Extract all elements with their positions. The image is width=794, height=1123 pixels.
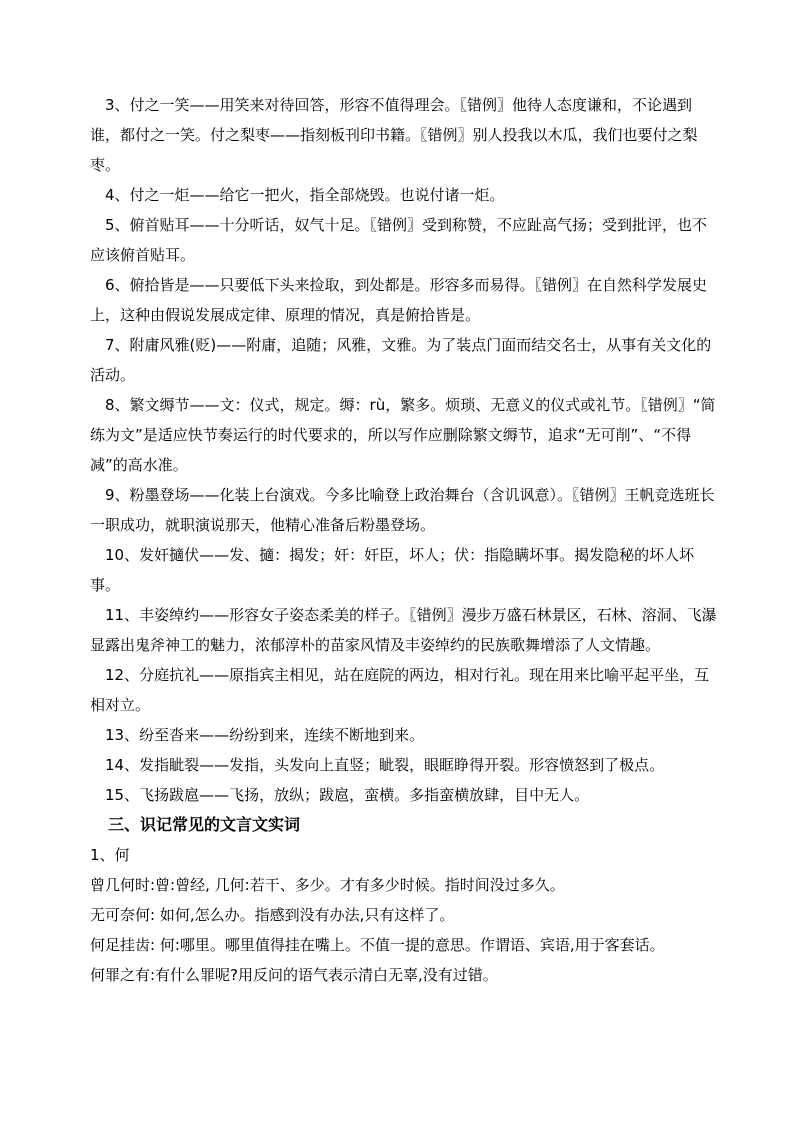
idiom-item-11: 11、丰姿绰约——形容女子姿态柔美的样子。〖错例〗漫步万盛石林景区，石林、溶洞、飞瀑显露出鬼斧神工的魅力，浓郁淳朴的苗家风情及丰姿绰约的民族歌舞增添了人文情趣。 [90, 606, 717, 654]
idiom-item-15: 15、飞扬跋扈——飞扬，放纵；跋扈，蛮横。多指蛮横放肆，目中无人。 [105, 786, 590, 804]
document-content [90, 90, 720, 990]
idiom-item-4: 4、付之一炬——给它一把火，指全部烧毁。也说付诸一炬。 [105, 186, 505, 204]
idiom-item-14: 14、发指眦裂——发指，头发向上直竖；眦裂，眼眶睁得开裂。形容愤怒到了极点。 [105, 756, 665, 774]
idiom-item-13: 13、纷至沓来——纷纷到来，连续不断地到来。 [105, 726, 425, 744]
word-entry: 无可奈何: 如何,怎么办。指感到没有办法,只有这样了。 [90, 906, 455, 924]
idiom-item-8: 8、繁文缛节——文：仪式，规定。缛：rù，繁多。烦琐、无意义的仪式或礼节。〖错例〗“简练为文”是适应快节奏运行的时代要求的，所以写作应删除繁文缛节，追求“无可削”、“不得减”的高水准。 [90, 396, 716, 474]
idiom-item-10: 10、发奸擿伏——发、擿：揭发；奸：奸臣，坏人；伏：指隐瞒坏事。揭发隐秘的坏人坏事。 [90, 546, 695, 594]
idiom-item-3: 3、付之一笑——用笑来对待回答，形容不值得理会。〖错例〗他待人态度谦和，不论遇到谁，都付之一笑。付之梨枣——指刻板刊印书籍。〖错例〗别人投我以木瓜，我们也要付之梨枣。 [90, 96, 698, 174]
idiom-item-6: 6、俯拾皆是——只要低下头来捡取，到处都是。形容多而易得。〖错例〗在自然科学发展史上，这种由假说发展成定律、原理的情况，真是俯拾皆是。 [90, 276, 708, 324]
idiom-item-5: 5、俯首贴耳——十分听话，奴气十足。〖错例〗受到称赞，不应趾高气扬；受到批评，也不应该俯首贴耳。 [90, 216, 708, 264]
idiom-item-12: 12、分庭抗礼——原指宾主相见，站在庭院的两边，相对行礼。现在用来比喻平起平坐，互相对立。 [90, 666, 710, 714]
word-entry: 曾几何时:曾:曾经, 几何:若干、多少。才有多少时候。指时间没过多久。 [90, 876, 565, 894]
sub-heading: 1、何 [90, 846, 130, 864]
idiom-item-9: 9、粉墨登场——化装上台演戏。今多比喻登上政治舞台（含讥讽意）。〖错例〗王帆竞选班长一职成功，就职演说那天，他精心准备后粉墨登场。 [90, 486, 715, 534]
section-heading: 三、识记常见的文言文实词 [108, 815, 301, 834]
word-entry: 何足挂齿: 何:哪里。哪里值得挂在嘴上。不值一提的意思。作谓语、宾语,用于客套话。 [90, 936, 665, 954]
idiom-item-7: 7、附庸风雅(贬)——附庸，追随；风雅，文雅。为了装点门面而结交名士，从事有关文化的活动。 [90, 336, 712, 384]
word-entry: 何罪之有:有什么罪呢?用反问的语气表示清白无辜,没有过错。 [90, 966, 498, 984]
